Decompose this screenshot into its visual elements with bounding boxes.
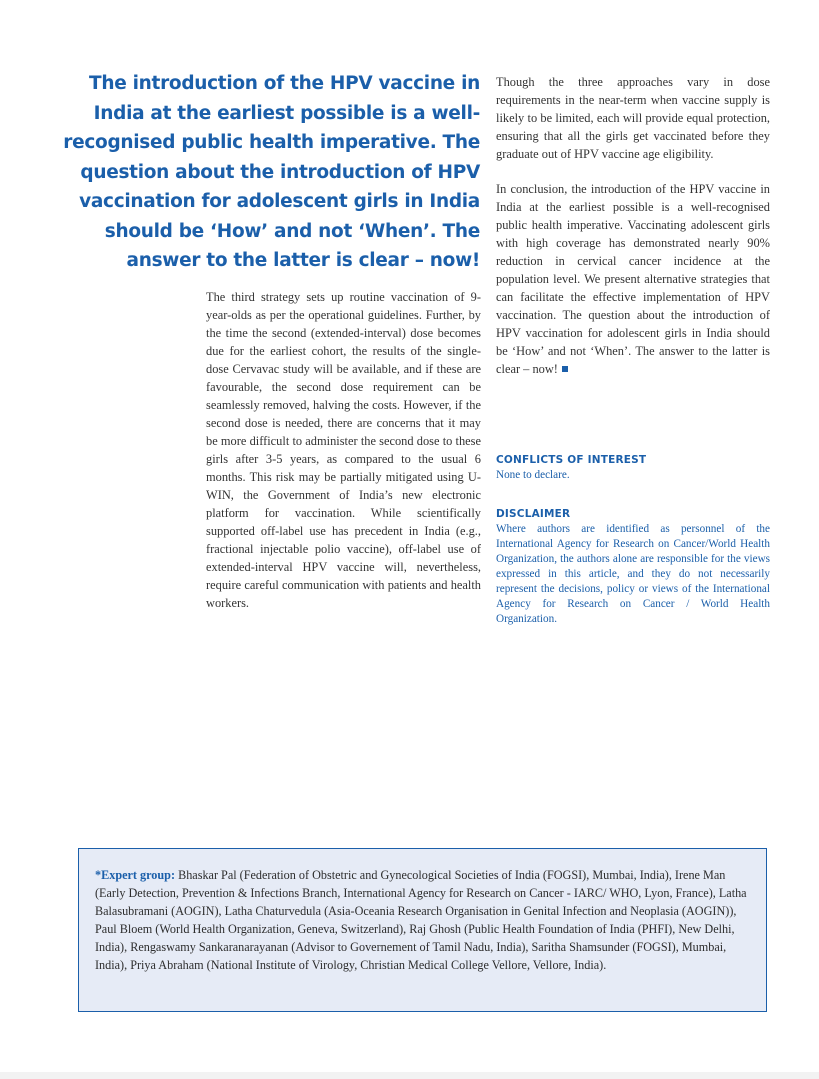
expert-group-box (78, 848, 767, 1012)
pull-quote: The introduction of the HPV vaccine in India at the earliest possible is a well-recognised public health imperative. The question about the introduction of HPV vaccination for adolescent girls in India should be ‘How’ and not ‘When’. The answer to the latter is clear – now! (63, 73, 480, 271)
right-column (496, 73, 770, 378)
disclaimer-heading: DISCLAIMER (496, 508, 571, 520)
expert-group-paragraph (95, 866, 750, 974)
expert-group-label: *Expert group: (95, 868, 176, 882)
disclaimer-text: Where authors are identified as personnel of the International Agency for Research on Cancer/World Health Organization, the authors alone are responsible for the views expressed in this article, and they do not necessarily represent the decisions, policy or views of the International Agency for Research on Cancer / World Health Organization. (496, 523, 770, 625)
left-column (206, 288, 481, 612)
conflicts-of-interest-text: None to declare. (496, 469, 570, 481)
body-paragraph-approaches: Though the three approaches vary in dose requirements in the near-term when vaccine supply is likely to be limited, each will provide equal protection, ensuring that all the girls get vaccinated before they graduate out of HPV vaccine age eligibility. (496, 75, 770, 161)
expert-group-text: Bhaskar Pal (Federation of Obstetric and Gynecological Societies of India (FOGSI), Mumbai, India), Irene Man (Early Detection, Prevention & Infections Branch, International Agency for Research on Cancer - IARC/ WHO, Lyon, France), Latha Balasubramani (AOGIN), Latha Chaturvedula (Asia-Oceania Research Organisation in Genital Infection and Neoplasia (AOGIN)), Paul Bloem (World Health Organization, Geneva, Switzerland), Raj Ghosh (Public Health Foundation of India (PHFI), New Delhi, India), Rengaswamy Sankaranarayanan (Advisor to Governement of Tamil Nadu, India), Saritha Shamsunder (FOGSI), Mumbai, India), Priya Abraham (National Institute of Virology, Christian Medical College Vellore, Vellore, India). (95, 868, 747, 972)
body-paragraph-third-strategy: The third strategy sets up routine vaccination of 9-year-olds as per the operational guidelines. Further, by the time the second (extended-interval) dose becomes due for the earliest cohort, the results of the single-dose Cervavac study will be available, and if these are favourable, the second dose requirement can be seamlessly removed, halving the costs. However, if the second dose is needed, there are concerns that it may be more difficult to administer the second dose to these girls after 3-5 years, as compared to the usual 6 months. This risk may be partially mitigated using U-WIN, the Government of India’s new electronic platform for vaccination. While scientifically supported off-label use has precedent in India (e.g., fractional injectable polio vaccine), off-label use of extended-interval HPV vaccine will, nevertheless, require careful communication with patients and health workers. (206, 290, 481, 610)
body-paragraph-conclusion (496, 180, 770, 378)
conclusion-text: In conclusion, the introduction of the HPV vaccine in India at the earliest possible is a well-recognised public health imperative. Vaccinating adolescent girls with high coverage has demonstrated nearly 90% reduction in cervical cancer incidence at the population level. We present alternative strategies that can facilitate the effective implementation of HPV vaccination. The question about the introduction of HPV vaccination for adolescent girls in India should be ‘How’ and not ‘When’. The answer to the latter is clear – now! (496, 182, 770, 376)
page-bottom-strip (0, 1072, 819, 1079)
conflicts-of-interest-heading: CONFLICTS OF INTEREST (496, 454, 647, 466)
end-of-article-icon (562, 366, 568, 372)
